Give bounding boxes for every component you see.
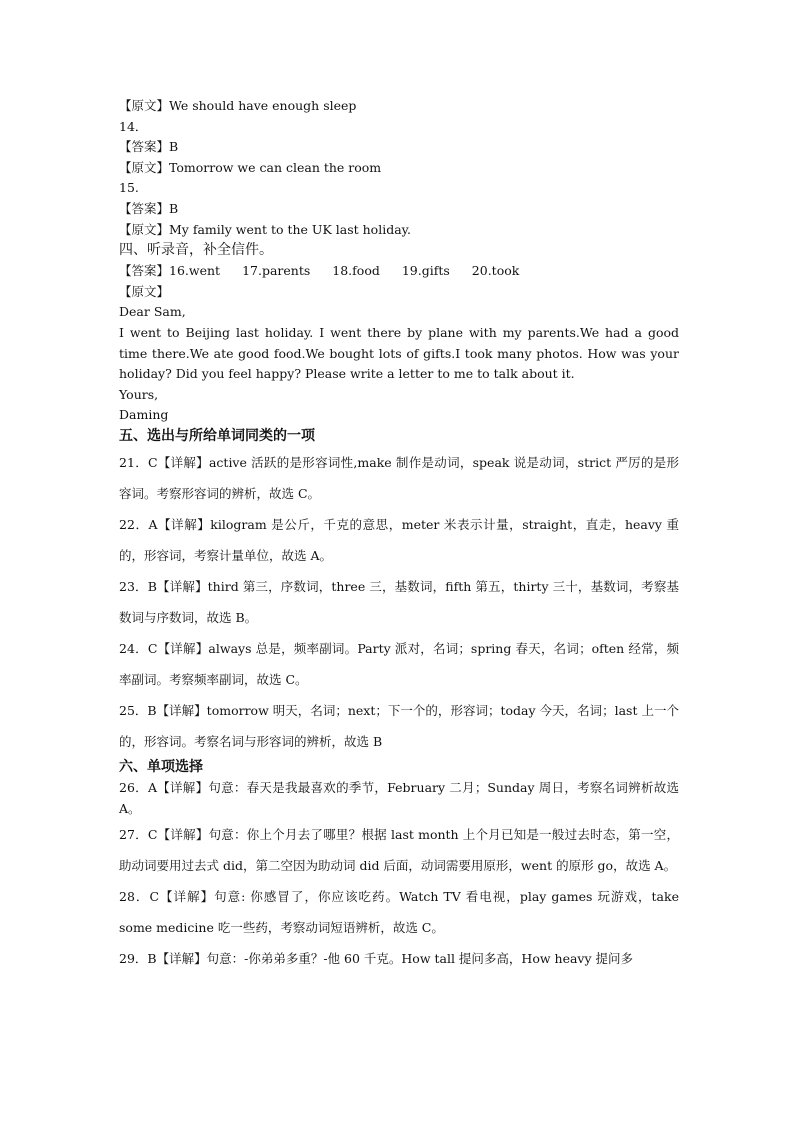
answer-16: 16.went [169,263,221,279]
answer-17: 17.parents [242,263,311,279]
q15-original-text: 【原文】My family went to the UK last holiday. [119,221,412,237]
q15-answer: 【答案】B [119,200,179,216]
q15-number: 15. [119,180,139,196]
q14-answer: 【答案】B [119,139,179,155]
q14-number: 14． [119,118,148,134]
section5-item-21: 21．C【详解】active 活跃的是形容词性,make 制作是动词，speak 说是动词，strict 严厉的是形容词。考察形容词的辨析，故选 C。 [119,454,679,501]
section6-heading: 六、单项选择 [119,758,203,775]
section6-item-27: 27．C【详解】句意：你上个月去了哪里？根据 last month 上个月已知是一般过去时态，第一空，助动词要用过去式 did，第二空因为助动词 did 后面，动词需要用原形，went 的原形 go，故选 A。 [119,827,679,874]
answer-label: 【答案】 [119,263,170,279]
section6-item-29: 29．B【详解】句意：-你弟弟多重？-他 60 千克。How tall 提问多高，How heavy 提问多 [119,951,634,967]
document-page [119,96,679,974]
letter-closing: Yours, [119,386,159,402]
section5-item-23: 23．B【详解】third 第三，序数词，three 三，基数词，fifth 第五，thirty 三十，基数词，考察基数词与序数词，故选 B。 [119,578,679,625]
section4-text-label: 【原文】 [119,283,170,299]
section4-heading: 四、听录音，补全信件。 [119,242,273,259]
letter-greeting: Dear Sam, [119,304,186,320]
answer-20: 20.took [471,263,520,279]
section5-heading: 五、选出与所给单词同类的一项 [119,427,315,444]
section6-item-26: 26．A【详解】句意：春天是我最喜欢的季节，February 二月；Sunday 周日，考察名词辨析故选 A。 [119,779,679,816]
section6-item-28: 28．C【详解】句意: 你感冒了，你应该吃药。Watch TV 看电视，play games 玩游戏，take some medicine 吃一些药，考察动词短语辨析，故选 C。 [119,889,679,936]
section5-item-25: 25．B【详解】tomorrow 明天，名词；next；下一个的，形容词；today 今天，名词；last 上一个的，形容词。考察名词与形容词的辨析，故选 B [119,702,679,749]
section4-answers [119,261,679,282]
answer-19: 19.gifts [401,263,450,279]
q13-original-text: 【原文】We should have enough sleep [119,98,357,113]
section5-item-22: 22．A【详解】kilogram 是公斤，千克的意思，meter 米表示计量，straight，直走，heavy 重的，形容词，考察计量单位，故选 A。 [119,516,679,563]
q14-original-text: 【原文】Tomorrow we can clean the room [119,159,382,175]
letter-signature: Daming [119,407,169,423]
answer-18: 18.food [332,263,380,279]
section5-item-24: 24．C【详解】always 总是，频率副词。Party 派对，名词；spring 春天，名词；often 经常，频率副词。考察频率副词，故选 C。 [119,640,679,687]
letter-body: I went to Beijing last holiday. I went there by plane with my parents.We had a good time there.We ate good food.We bought lots of gifts.I took many photos. How was your holiday? Did you feel happy? Please write a letter to me to talk about it. [119,324,679,382]
